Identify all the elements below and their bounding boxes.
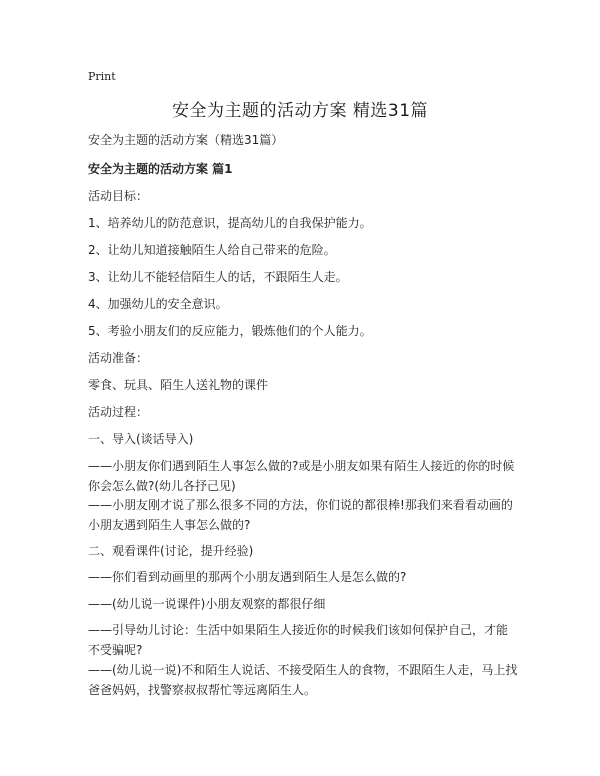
page-title: 安全为主题的活动方案 精选31篇 <box>171 101 429 121</box>
step2-heading: 二、观看课件(讨论，提升经验) <box>88 544 254 558</box>
step2-paragraph: ——你们看到动画里的那两个小朋友遇到陌生人是怎么做的? <box>88 570 407 584</box>
prep-items: 零食、玩具、陌生人送礼物的课件 <box>88 378 269 392</box>
goal-item: 3、让幼儿不能轻信陌生人的话，不跟陌生人走。 <box>88 270 348 284</box>
section-heading: 安全为主题的活动方案 篇1 <box>88 162 233 176</box>
process-label: 活动过程： <box>88 405 149 419</box>
step1-paragraph: ——小朋友你们遇到陌生人事怎么做的?或是小朋友如果有陌生人接近的你的时候你会怎么做?(幼儿各抒己见) <box>88 459 515 493</box>
step2-paragraph: ——(幼儿说一说)不和陌生人说话、不接受陌生人的食物，不跟陌生人走，马上找爸爸妈妈，找警察叔叔帮忙等远离陌生人。 <box>88 663 518 697</box>
goal-item: 1、培养幼儿的防范意识，提高幼儿的自我保护能力。 <box>88 216 372 230</box>
step1-heading: 一、导入(谈话导入) <box>88 432 194 446</box>
goal-item: 4、加强幼儿的安全意识。 <box>88 297 228 311</box>
print-link[interactable]: Print <box>88 70 116 83</box>
goal-item: 5、考验小朋友们的反应能力，锻炼他们的个人能力。 <box>88 324 372 338</box>
prep-label: 活动准备： <box>88 351 149 365</box>
step2-paragraph: ——(幼儿说一说课件)小朋友观察的都很仔细 <box>88 597 326 611</box>
step1-paragraph: ——小朋友刚才说了那么很多不同的方法，你们说的都很棒!那我们来看看动画的小朋友遇到陌生人事怎么做的? <box>88 498 513 532</box>
document-subtitle: 安全为主题的活动方案（精选31篇） <box>88 133 284 147</box>
goal-item: 2、让幼儿知道接触陌生人给自己带来的危险。 <box>88 243 336 257</box>
step2-paragraph: ——引导幼儿讨论：生活中如果陌生人接近你的时候我们该如何保护自己，才能不受骗呢? <box>88 623 509 657</box>
goal-label: 活动目标： <box>88 189 149 203</box>
